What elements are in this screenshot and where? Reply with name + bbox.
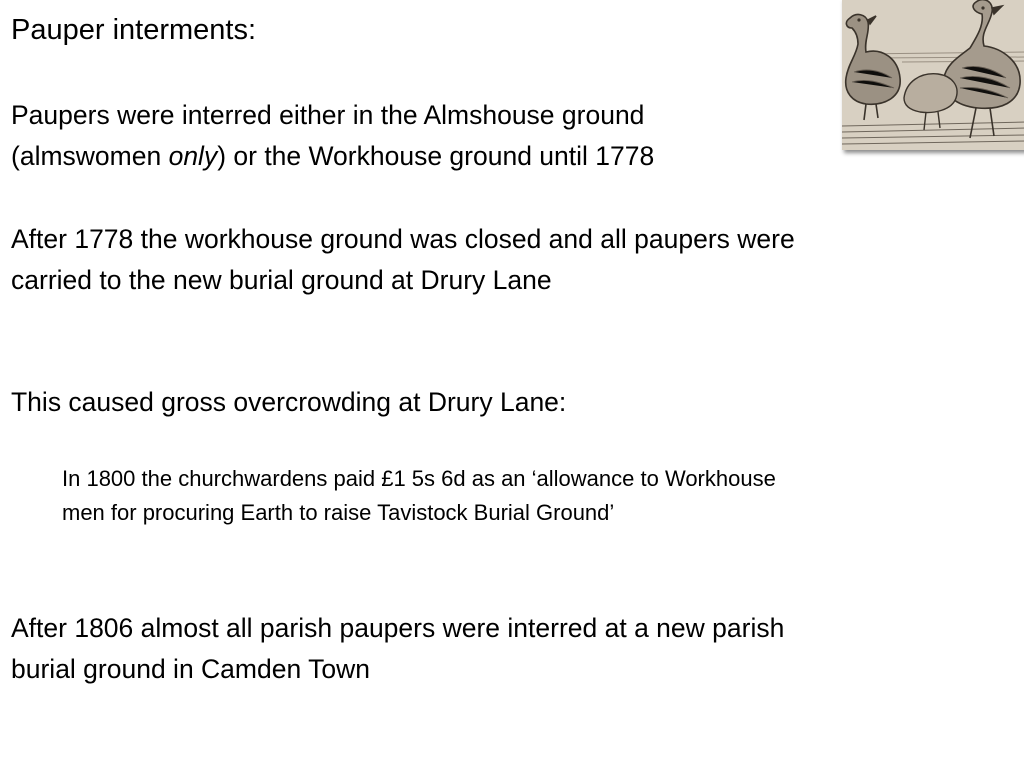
emphasis-only: only	[168, 141, 218, 171]
churchwardens-quote: In 1800 the churchwardens paid £1 5s 6d as an ‘allowance to Workhouse men for procuring Earth to raise Tavistock Burial Ground’	[62, 466, 776, 525]
paragraph-after-1806: After 1806 almost all parish paupers were interred at a new parish burial ground in Camden Town	[11, 613, 785, 684]
paragraph-text-start: Paupers were interred either in the Almshouse ground (almswomen	[11, 100, 645, 171]
paragraph-pauper-burial-grounds	[11, 95, 801, 177]
paragraph-after-1778: After 1778 the workhouse ground was closed and all paupers were carried to the new burial ground at Drury Lane	[11, 224, 795, 295]
geese-engraving-image	[842, 0, 1024, 150]
paragraph-text-end: ) or the Workhouse ground until 1778	[217, 141, 655, 171]
slide-title: Pauper interments:	[11, 14, 257, 46]
paragraph-overcrowding: This caused gross overcrowding at Drury Lane:	[11, 387, 567, 417]
